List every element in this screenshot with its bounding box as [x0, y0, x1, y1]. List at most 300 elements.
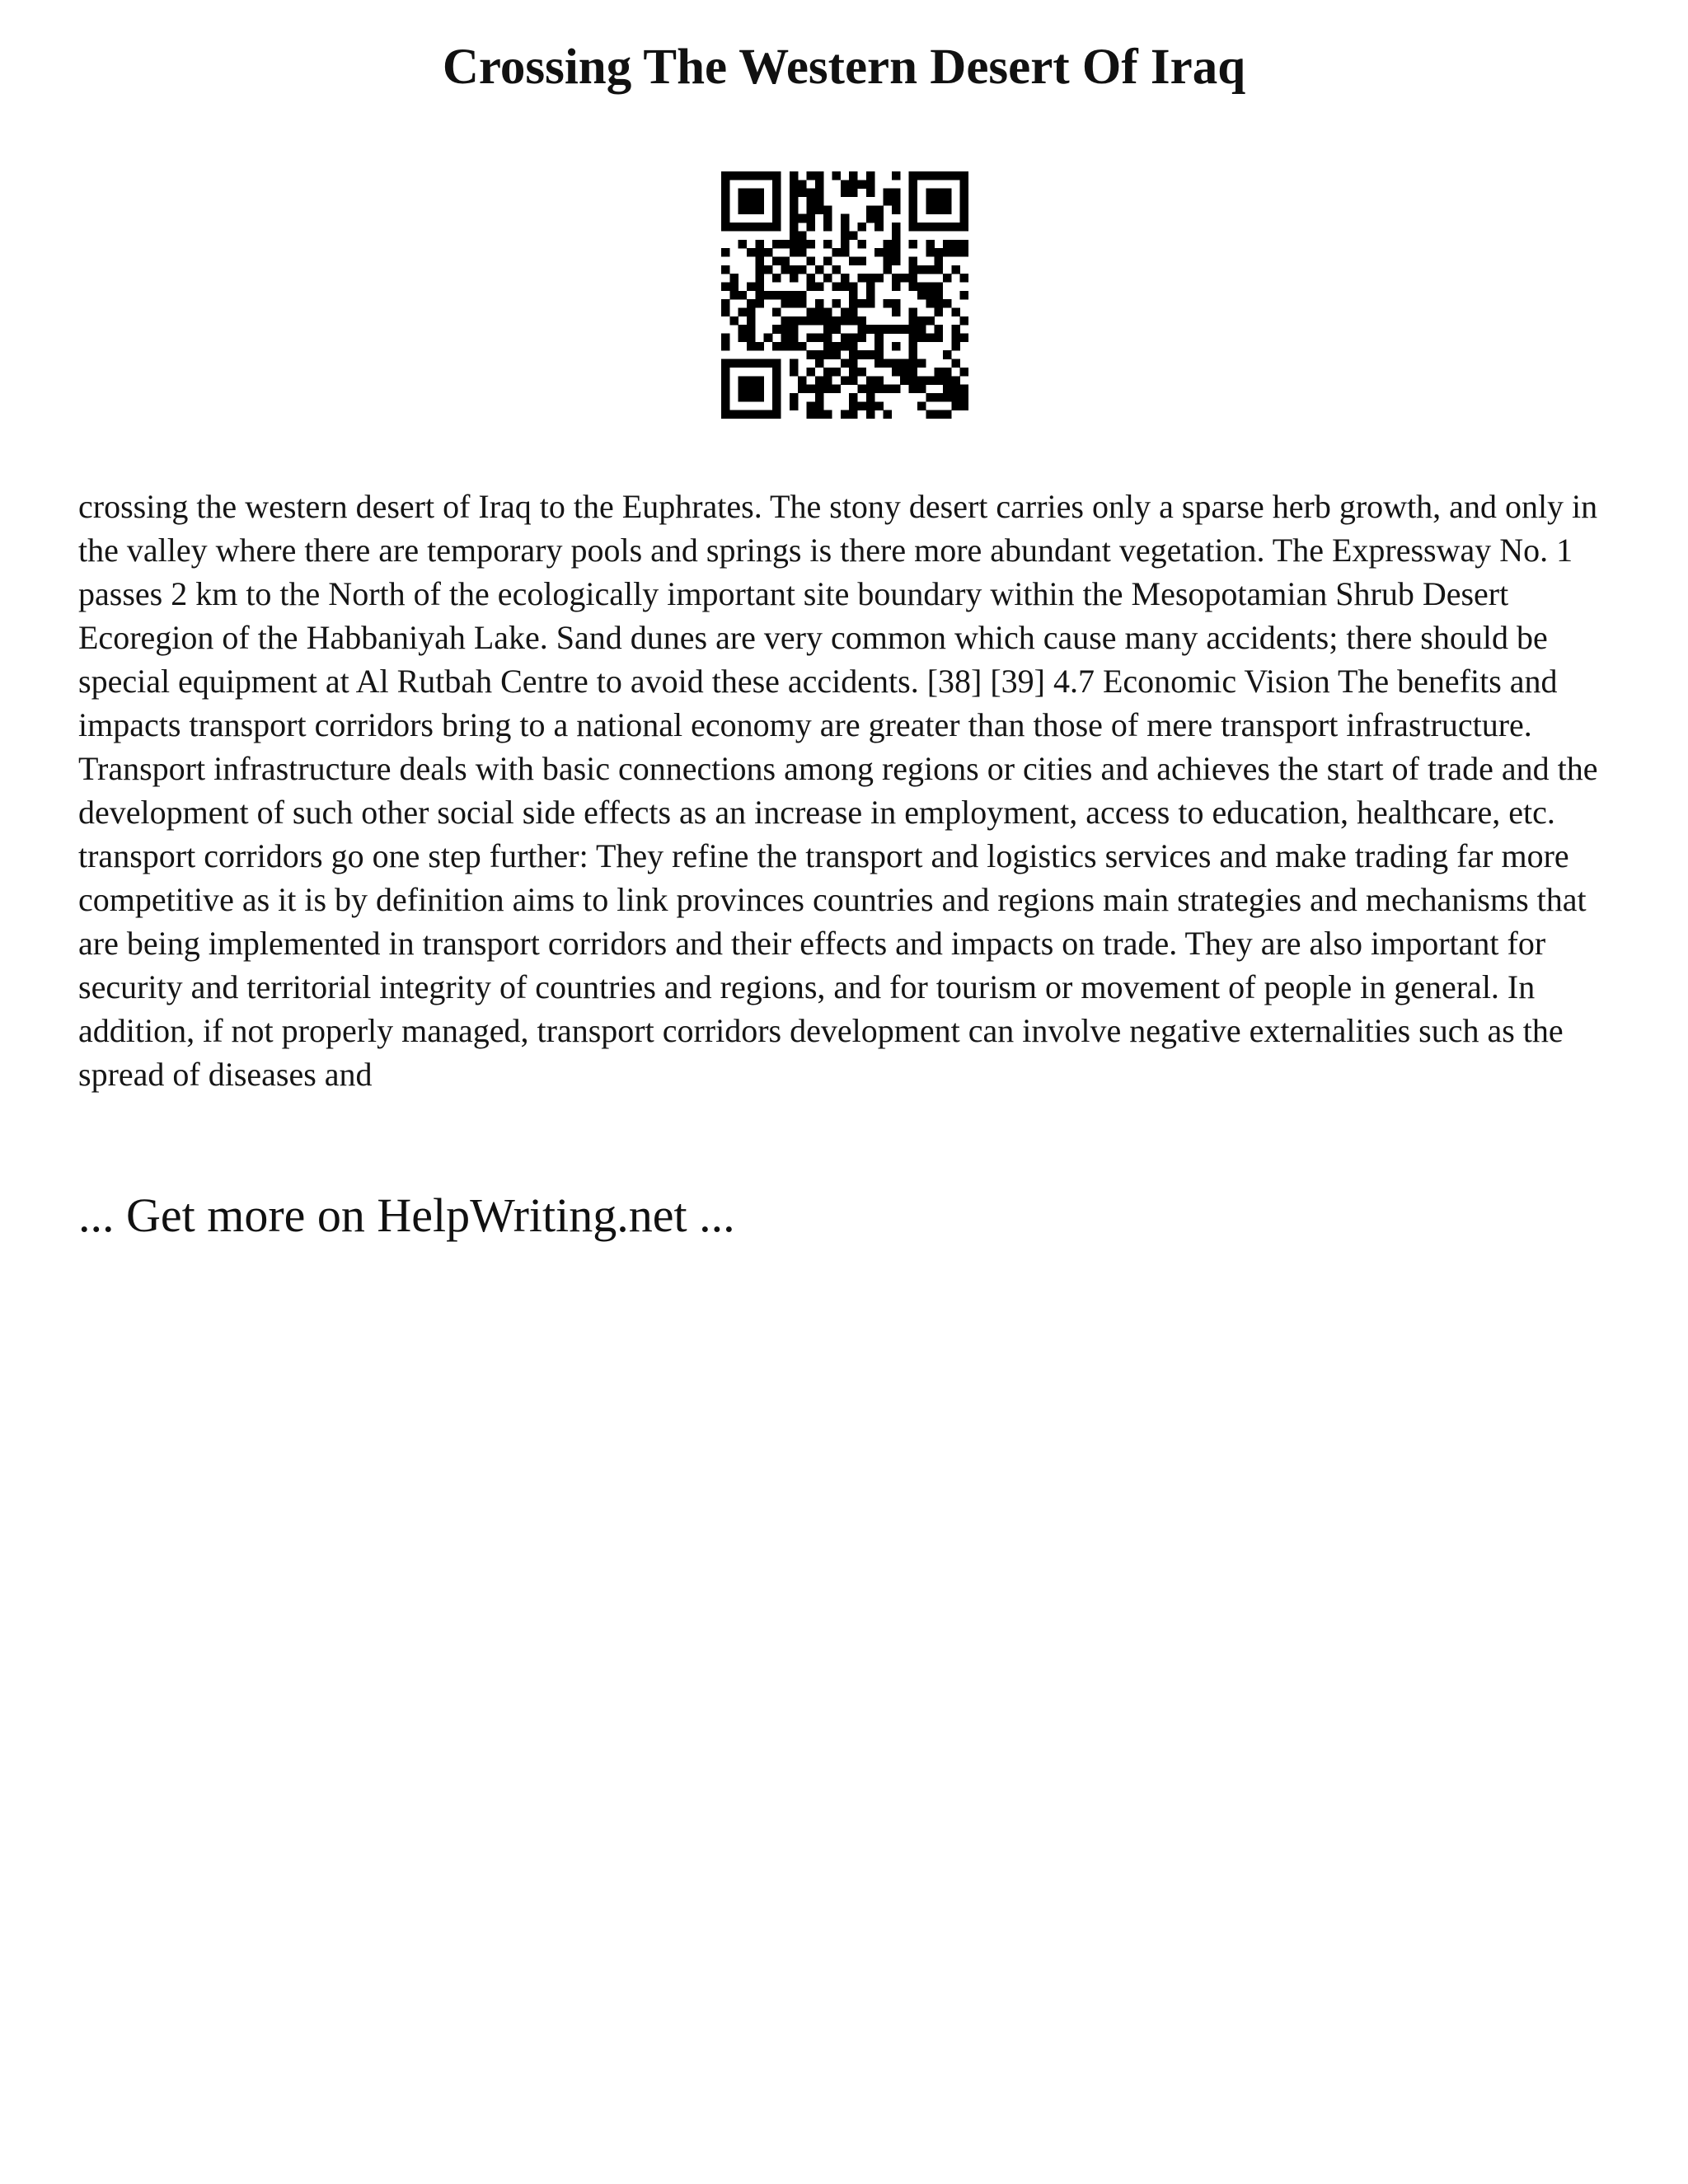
qr-module: [943, 223, 952, 232]
qr-module: [943, 171, 952, 180]
qr-module: [849, 359, 858, 368]
qr-module: [790, 205, 799, 214]
qr-module: [909, 385, 918, 394]
qr-module: [781, 256, 790, 265]
qr-module: [909, 376, 918, 385]
qr-module: [806, 308, 815, 317]
qr-module: [747, 197, 756, 206]
qr-module: [790, 240, 799, 249]
qr-module: [823, 205, 832, 214]
qr-module: [943, 248, 952, 257]
document-title: Crossing The Western Desert Of Iraq: [442, 40, 1246, 95]
qr-module: [884, 325, 893, 334]
qr-module: [823, 256, 832, 265]
qr-module: [841, 282, 850, 291]
qr-module: [866, 291, 875, 300]
qr-module: [866, 274, 875, 283]
qr-module: [721, 334, 730, 343]
qr-module: [729, 171, 738, 180]
qr-module: [815, 189, 824, 198]
qr-module: [738, 197, 748, 206]
qr-module: [729, 282, 738, 291]
qr-module: [926, 240, 935, 249]
qr-module: [755, 265, 764, 274]
qr-module: [874, 214, 884, 223]
qr-module: [832, 171, 841, 180]
qr-module: [849, 180, 858, 189]
qr-module: [823, 316, 832, 326]
qr-module: [917, 282, 926, 291]
qr-module: [874, 401, 884, 410]
qr-module: [755, 359, 764, 368]
qr-module: [823, 410, 832, 419]
qr-module: [874, 359, 884, 368]
qr-module: [917, 401, 926, 410]
qr-module: [798, 291, 807, 300]
qr-module: [772, 240, 781, 249]
qr-module: [874, 205, 884, 214]
qr-module: [943, 299, 952, 308]
qr-module: [832, 265, 841, 274]
qr-module: [721, 248, 730, 257]
qr-module: [909, 189, 918, 198]
qr-module: [858, 180, 867, 189]
qr-module: [849, 368, 858, 377]
qr-module: [790, 334, 799, 343]
qr-module: [874, 385, 884, 394]
qr-module: [747, 205, 756, 214]
qr-module: [738, 223, 748, 232]
qr-module: [841, 240, 850, 249]
qr-module: [943, 368, 952, 377]
qr-module: [806, 223, 815, 232]
qr-module: [823, 214, 832, 223]
qr-module: [900, 359, 909, 368]
qr-module: [960, 214, 968, 223]
qr-module: [772, 171, 781, 180]
qr-module: [909, 180, 918, 189]
qr-module: [815, 171, 824, 180]
qr-module: [806, 274, 815, 283]
qr-module: [866, 393, 875, 402]
qr-module: [806, 214, 815, 223]
qr-module: [721, 214, 730, 223]
qr-module: [790, 325, 799, 334]
qr-module: [721, 282, 730, 291]
qr-module: [790, 291, 799, 300]
qr-module: [798, 189, 807, 198]
qr-module: [790, 359, 799, 368]
qr-module: [849, 376, 858, 385]
qr-module: [935, 291, 944, 300]
qr-module: [884, 248, 893, 257]
qr-module: [892, 197, 901, 206]
qr-module: [926, 393, 935, 402]
qr-module: [917, 316, 926, 326]
qr-module: [951, 359, 960, 368]
qr-module: [849, 334, 858, 343]
qr-module: [841, 334, 850, 343]
qr-module: [841, 376, 850, 385]
qr-module: [798, 342, 807, 351]
qr-module: [841, 231, 850, 240]
qr-module: [755, 240, 764, 249]
qr-module: [815, 401, 824, 410]
qr-module: [823, 350, 832, 359]
qr-module: [764, 223, 773, 232]
qr-module: [798, 248, 807, 257]
qr-module: [772, 325, 781, 334]
qr-module: [721, 189, 730, 198]
qr-module: [738, 240, 748, 249]
qr-module: [815, 197, 824, 206]
qr-module: [790, 299, 799, 308]
qr-module: [960, 240, 968, 249]
qr-module: [755, 274, 764, 283]
qr-module: [790, 342, 799, 351]
qr-module: [909, 359, 918, 368]
qr-module: [858, 316, 867, 326]
qr-module: [815, 282, 824, 291]
qr-module: [926, 376, 935, 385]
qr-module: [806, 197, 815, 206]
qr-module: [858, 385, 867, 394]
qr-module: [772, 376, 781, 385]
qr-module: [772, 197, 781, 206]
qr-module: [884, 410, 893, 419]
qr-module: [790, 393, 799, 402]
qr-module: [823, 385, 832, 394]
qr-module: [849, 171, 858, 180]
qr-module: [764, 248, 773, 257]
qr-module: [909, 256, 918, 265]
qr-module: [874, 376, 884, 385]
qr-module: [790, 274, 799, 283]
qr-module: [926, 189, 935, 198]
qr-module: [772, 214, 781, 223]
qr-module: [738, 189, 748, 198]
qr-module: [823, 368, 832, 377]
qr-module: [772, 359, 781, 368]
qr-module: [721, 180, 730, 189]
qr-module: [909, 274, 918, 283]
qr-module: [849, 401, 858, 410]
qr-module: [790, 231, 799, 240]
qr-module: [832, 282, 841, 291]
qr-module: [747, 299, 756, 308]
qr-module: [841, 180, 850, 189]
qr-module: [849, 393, 858, 402]
qr-module: [764, 291, 773, 300]
qr-module: [747, 385, 756, 394]
qr-module: [721, 299, 730, 308]
qr-module: [721, 308, 730, 317]
qr-module: [772, 308, 781, 317]
qr-module: [747, 359, 756, 368]
qr-module: [866, 205, 875, 214]
qr-module: [849, 291, 858, 300]
qr-module: [943, 410, 952, 419]
qr-module: [874, 325, 884, 334]
qr-module: [866, 350, 875, 359]
qr-module: [935, 299, 944, 308]
qr-module: [909, 265, 918, 274]
qr-module: [772, 393, 781, 402]
qr-code-icon[interactable]: [721, 171, 968, 419]
qr-module: [790, 248, 799, 257]
qr-module: [943, 350, 952, 359]
qr-module: [781, 299, 790, 308]
qr-module: [874, 334, 884, 343]
qr-module: [866, 401, 875, 410]
qr-module: [747, 410, 756, 419]
qr-module: [960, 171, 968, 180]
qr-module: [858, 274, 867, 283]
qr-module: [917, 325, 926, 334]
qr-module: [747, 223, 756, 232]
qr-module: [729, 359, 738, 368]
qr-module: [772, 368, 781, 377]
qr-module: [935, 197, 944, 206]
qr-module: [935, 223, 944, 232]
qr-module: [892, 359, 901, 368]
qr-module: [943, 393, 952, 402]
qr-module: [951, 308, 960, 317]
qr-module: [849, 316, 858, 326]
qr-module: [858, 334, 867, 343]
qr-module: [772, 205, 781, 214]
qr-module: [755, 256, 764, 265]
qr-module: [772, 385, 781, 394]
qr-module: [960, 401, 968, 410]
qr-module: [951, 334, 960, 343]
qr-module: [951, 385, 960, 394]
qr-module: [917, 385, 926, 394]
qr-module: [729, 274, 738, 283]
qr-module: [755, 393, 764, 402]
qr-module: [815, 350, 824, 359]
qr-module: [935, 308, 944, 317]
qr-module: [849, 231, 858, 240]
qr-module: [798, 299, 807, 308]
qr-module: [823, 274, 832, 283]
qr-module: [781, 334, 790, 343]
qr-module: [884, 299, 893, 308]
qr-module: [747, 316, 756, 326]
qr-module: [764, 171, 773, 180]
qr-module: [790, 368, 799, 377]
qr-module: [892, 205, 901, 214]
qr-module: [747, 334, 756, 343]
qr-module: [823, 223, 832, 232]
qr-module: [951, 248, 960, 257]
qr-module: [781, 265, 790, 274]
qr-module: [790, 401, 799, 410]
qr-module: [841, 223, 850, 232]
qr-module: [738, 291, 748, 300]
qr-module: [721, 265, 730, 274]
qr-module: [926, 197, 935, 206]
qr-module: [943, 240, 952, 249]
qr-module: [884, 197, 893, 206]
qr-module: [960, 180, 968, 189]
qr-module: [935, 171, 944, 180]
qr-module: [926, 265, 935, 274]
qr-module: [772, 256, 781, 265]
qr-module: [721, 342, 730, 351]
qr-module: [781, 240, 790, 249]
qr-module: [721, 410, 730, 419]
qr-module: [841, 189, 850, 198]
qr-module: [926, 334, 935, 343]
qr-module: [841, 308, 850, 317]
qr-module: [772, 223, 781, 232]
qr-module: [806, 368, 815, 377]
qr-module: [738, 393, 748, 402]
qr-module: [960, 197, 968, 206]
qr-module: [900, 368, 909, 377]
qr-module: [815, 265, 824, 274]
qr-module: [866, 299, 875, 308]
qr-module: [926, 291, 935, 300]
qr-module: [866, 282, 875, 291]
qr-module: [960, 223, 968, 232]
qr-module: [798, 265, 807, 274]
qr-module: [926, 316, 935, 326]
qr-module: [747, 171, 756, 180]
qr-module: [798, 385, 807, 394]
qr-module: [926, 282, 935, 291]
qr-module: [798, 376, 807, 385]
qr-module: [935, 256, 944, 265]
qr-module: [951, 171, 960, 180]
qr-module: [892, 282, 901, 291]
qr-module: [721, 197, 730, 206]
qr-module: [866, 410, 875, 419]
qr-module: [755, 342, 764, 351]
qr-module: [909, 240, 918, 249]
qr-module: [841, 316, 850, 326]
qr-module: [866, 385, 875, 394]
qr-module: [909, 214, 918, 223]
qr-module: [892, 299, 901, 308]
qr-module: [935, 334, 944, 343]
qr-module: [909, 282, 918, 291]
qr-module: [909, 342, 918, 351]
qr-module: [790, 265, 799, 274]
qr-module: [884, 189, 893, 198]
qr-module: [943, 197, 952, 206]
qr-module: [917, 223, 926, 232]
qr-module: [832, 342, 841, 351]
qr-module: [943, 274, 952, 283]
qr-module: [747, 189, 756, 198]
qr-module: [755, 197, 764, 206]
qr-module: [960, 189, 968, 198]
qr-module: [874, 342, 884, 351]
qr-module: [866, 171, 875, 180]
qr-module: [858, 240, 867, 249]
qr-module: [909, 325, 918, 334]
get-more-link[interactable]: ... Get more on HelpWriting.net ...: [78, 1188, 735, 1242]
qr-module: [832, 368, 841, 377]
qr-module: [815, 299, 824, 308]
qr-module: [841, 342, 850, 351]
qr-module: [951, 325, 960, 334]
qr-module: [772, 189, 781, 198]
qr-module: [815, 180, 824, 189]
qr-module: [738, 359, 748, 368]
qr-module: [721, 393, 730, 402]
qr-module: [951, 240, 960, 249]
qr-module: [884, 256, 893, 265]
qr-module: [909, 223, 918, 232]
qr-module: [841, 359, 850, 368]
qr-module: [747, 308, 756, 317]
qr-module: [849, 282, 858, 291]
qr-module: [755, 189, 764, 198]
qr-module: [755, 171, 764, 180]
qr-module: [892, 308, 901, 317]
qr-module: [755, 299, 764, 308]
qr-module: [926, 248, 935, 257]
qr-module: [943, 385, 952, 394]
qr-module: [755, 410, 764, 419]
qr-module: [892, 274, 901, 283]
qr-module: [815, 205, 824, 214]
qr-module: [858, 223, 867, 232]
qr-module: [900, 376, 909, 385]
qr-module: [892, 385, 901, 394]
qr-module: [849, 299, 858, 308]
qr-module: [849, 308, 858, 317]
qr-module: [738, 376, 748, 385]
qr-module: [798, 214, 807, 223]
qr-module: [909, 197, 918, 206]
qr-module: [960, 368, 968, 377]
qr-module: [892, 248, 901, 257]
qr-module: [866, 376, 875, 385]
qr-module: [755, 248, 764, 257]
qr-module: [755, 385, 764, 394]
qr-module: [960, 274, 968, 283]
qr-module: [729, 410, 738, 419]
qr-module: [832, 385, 841, 394]
qr-module: [926, 223, 935, 232]
qr-module: [815, 385, 824, 394]
qr-module: [815, 393, 824, 402]
qr-module: [798, 180, 807, 189]
qr-module: [721, 171, 730, 180]
qr-module: [823, 240, 832, 249]
qr-module: [917, 291, 926, 300]
qr-module: [858, 350, 867, 359]
qr-module: [790, 223, 799, 232]
qr-module: [721, 205, 730, 214]
qr-module: [781, 316, 790, 326]
qr-module: [747, 325, 756, 334]
qr-module: [849, 189, 858, 198]
qr-module: [755, 291, 764, 300]
qr-module: [815, 376, 824, 385]
qr-module: [772, 291, 781, 300]
qr-module: [806, 205, 815, 214]
qr-module: [721, 359, 730, 368]
qr-module: [858, 401, 867, 410]
qr-module: [790, 214, 799, 223]
qr-module: [935, 248, 944, 257]
qr-module: [815, 334, 824, 343]
